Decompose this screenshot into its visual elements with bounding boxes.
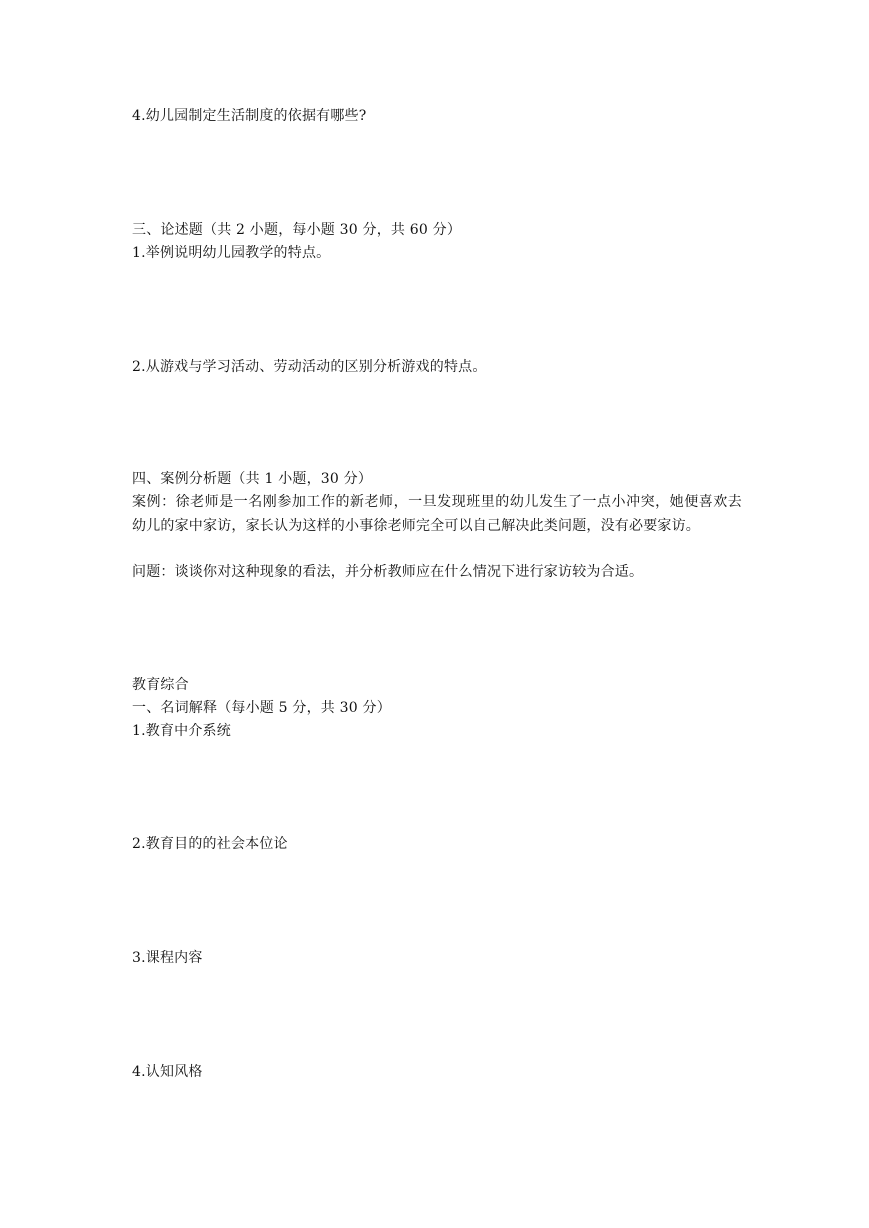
section-terms-heading: 一、名词解释（每小题 5 分，共 30 分） — [132, 700, 391, 716]
case-description: 案例：徐老师是一名刚参加工作的新老师，一旦发现班里的幼儿发生了一点小冲突，她便喜欢去幼儿的家中家访，家长认为这样的小事徐老师完全可以自己解决此类问题，没有必要家访。 — [132, 494, 742, 534]
term-1: 1.教育中介系统 — [132, 723, 231, 739]
section-essay-heading: 三、论述题（共 2 小题，每小题 30 分，共 60 分） — [132, 222, 462, 238]
question-essay-2: 2.从游戏与学习活动、劳动活动的区别分析游戏的特点。 — [132, 359, 487, 375]
education-title: 教育综合 — [132, 677, 189, 693]
term-3: 3.课程内容 — [132, 950, 203, 966]
term-2: 2.教育目的的社会本位论 — [132, 836, 288, 852]
question-essay-1: 1.举例说明幼儿园教学的特点。 — [132, 245, 331, 261]
term-4: 4.认知风格 — [132, 1064, 203, 1080]
question-preschool-life-rules: 4.幼儿园制定生活制度的依据有哪些? — [132, 108, 367, 124]
case-question: 问题：谈谈你对这种现象的看法，并分析教师应在什么情况下进行家访较为合适。 — [132, 564, 644, 580]
section-case-heading: 四、案例分析题（共 1 小题，30 分） — [132, 471, 373, 487]
